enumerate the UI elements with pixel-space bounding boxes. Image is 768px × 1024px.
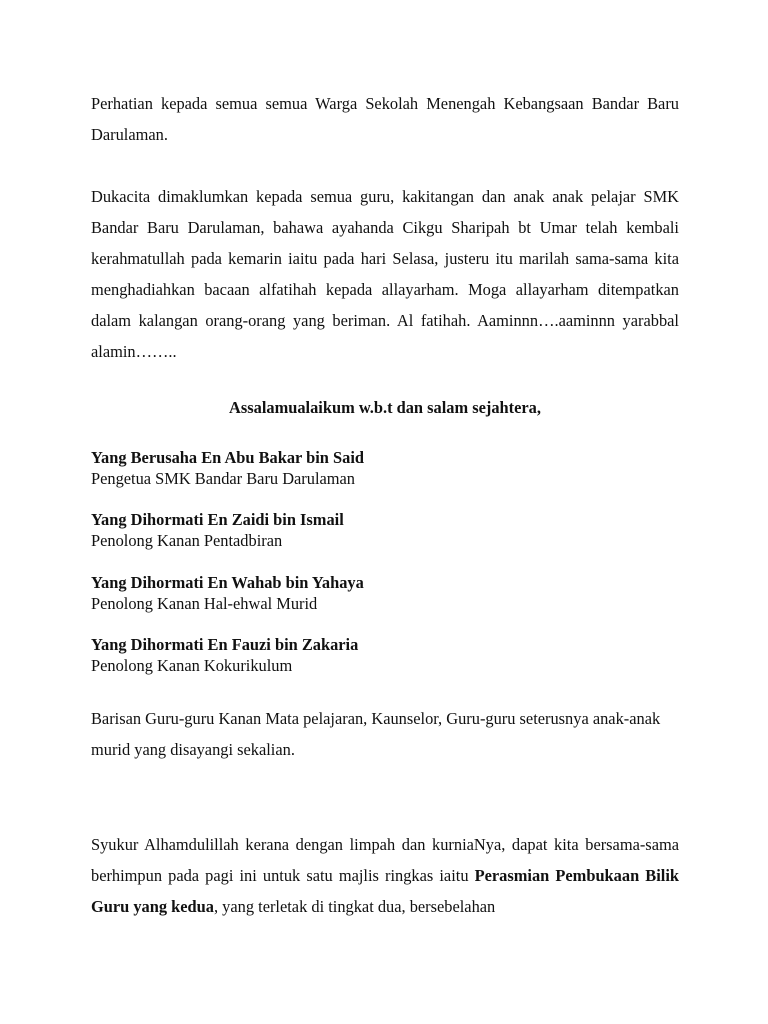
announcement-paragraph: Dukacita dimaklumkan kepada semua guru, kakitangan dan anak anak pelajar SMK Bandar Baru Darulaman, bahawa ayahanda Cikgu Sharipah bt Umar telah kembali kerahmatullah pada kemarin iaitu pada hari Selasa, justeru itu marilah sama-sama kita menghadiahkan bacaan alfatihah kepada allayarham. Moga allayarham ditempatkan dalam kalangan orang-orang yang beriman. Al fatihah. Aaminnn….aaminnn yarabbal alamin…….. bbox=[91, 187, 679, 361]
honoree-name: Yang Berusaha En Abu Bakar bin Said bbox=[91, 448, 364, 467]
gratitude-continuation: , yang terletak di tingkat dua, bersebelahan bbox=[213, 897, 496, 916]
honoree-name: Yang Dihormati En Wahab bin Yahaya bbox=[91, 573, 364, 592]
honoree-entry bbox=[91, 447, 679, 489]
event-name: Perasmian Pembukaan Bilik Guru yang kedua bbox=[91, 866, 679, 916]
honoree-entry bbox=[91, 509, 679, 551]
teachers-paragraph: Barisan Guru-guru Kanan Mata pelajaran, Kaunselor, Guru-guru seterusnya anak-anak murid yang disayangi sekalian. bbox=[91, 709, 661, 759]
gratitude-text: Syukur Alhamdulillah kerana dengan limpah dan kurniaNya, dapat kita bersama-sama berhimpun pada pagi ini untuk satu majlis ringkas iaitu bbox=[91, 835, 679, 885]
gratitude-paragraph bbox=[91, 829, 679, 922]
honoree-role: Penolong Kanan Hal-ehwal Murid bbox=[91, 594, 318, 613]
honoree-role: Penolong Kanan Kokurikulum bbox=[91, 656, 293, 675]
greeting-line: Assalamualaikum w.b.t dan salam sejahtera, bbox=[229, 398, 541, 417]
honoree-entry bbox=[91, 572, 679, 614]
honoree-name: Yang Dihormati En Zaidi bin Ismail bbox=[91, 510, 344, 529]
intro-paragraph: Perhatian kepada semua semua Warga Sekolah Menengah Kebangsaan Bandar Baru Darulaman. bbox=[91, 94, 679, 144]
honoree-role: Penolong Kanan Pentadbiran bbox=[91, 531, 283, 550]
honoree-entry bbox=[91, 634, 679, 676]
honoree-name: Yang Dihormati En Fauzi bin Zakaria bbox=[91, 635, 359, 654]
honoree-role: Pengetua SMK Bandar Baru Darulaman bbox=[91, 469, 356, 488]
